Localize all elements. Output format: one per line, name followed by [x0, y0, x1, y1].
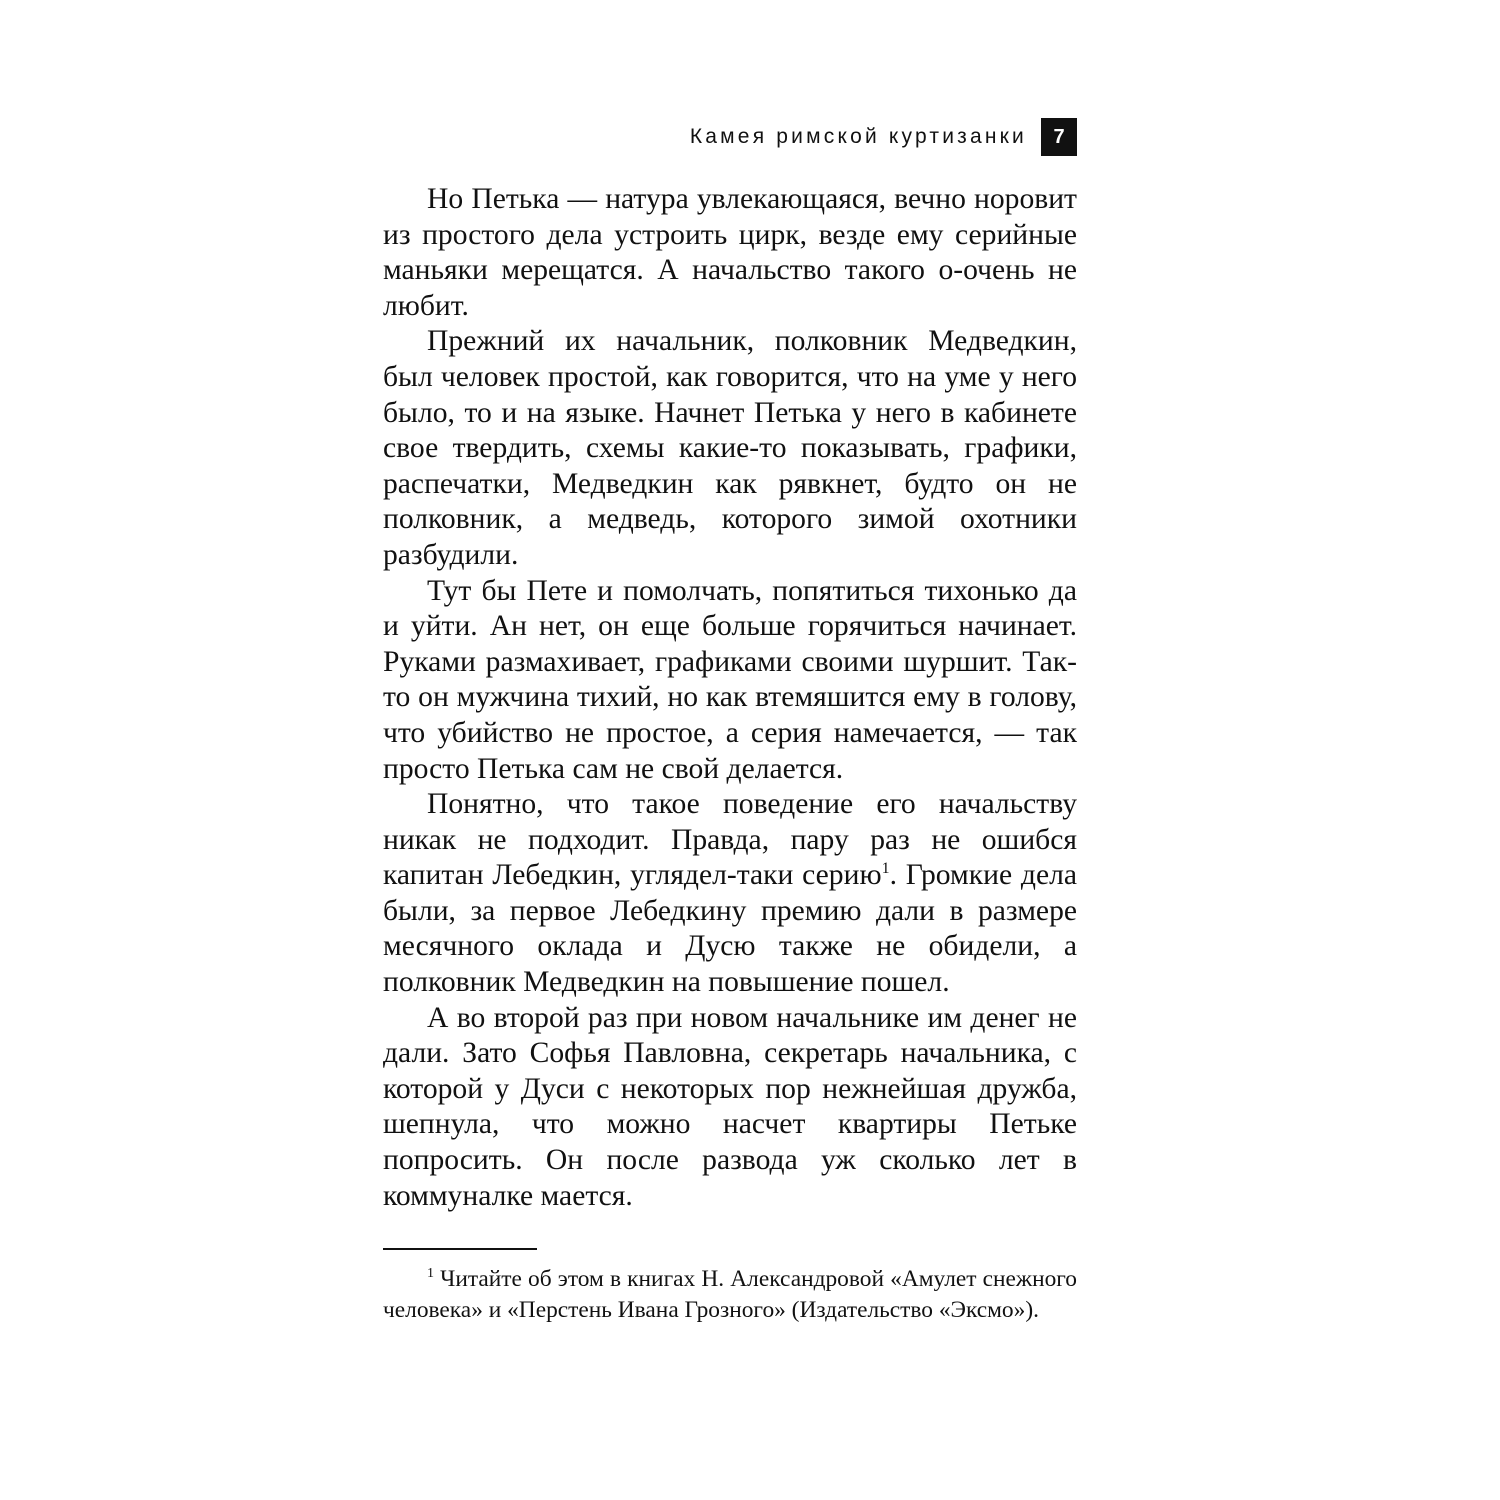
- footnote-marker: 1: [427, 1266, 434, 1281]
- footnote-text: Читайте об этом в книгах Н. Александровой «Амулет снежного человека» и «Перстень Ивана Грозного» (Издательство «Эксмо»).: [383, 1266, 1077, 1323]
- footnote-divider: [383, 1248, 537, 1250]
- paragraph-4-text-after: . Громкие дела были, за первое Лебедкину премию дали в размере месячного оклада и Дусю также не обидели, а полковник Медведкин на повышение пошел.: [383, 859, 1077, 999]
- paragraph-1: Но Петька — натура увлекающаяся, вечно норовит из простого дела устроить цирк, везде ему серийные маньяки мерещатся. А начальство такого о-очень не любит.: [383, 183, 1077, 322]
- paragraph-2: Прежний их начальник, полковник Медведкин, был человек простой, как говорится, что на уме у него было, то и на языке. Начнет Петька у него в кабинете свое твердить, схемы какие-то показывать, графики, распечатки, Медведкин как рявкнет, будто он не полковник, а медведь, которого зимой охотники разбудили.: [383, 325, 1077, 571]
- paragraph-5: А во второй раз при новом начальнике им денег не дали. Зато Софья Павловна, секретарь начальника, с которой у Дуси с некоторых пор нежнейшая дружба, шепнула, что можно насчет квартиры Петьке попросить. Он после развода уж сколько лет в коммуналке мается.: [383, 1001, 1077, 1212]
- paragraph-4-text-before: Понятно, что такое поведение его начальству никак не подходит. Правда, пару раз не ошибся капитан Лебедкин, углядел-таки серию: [383, 788, 1077, 892]
- body-text: [383, 182, 1077, 1214]
- paragraph-3: Тут бы Пете и помолчать, попятиться тихонько да и уйти. Ан нет, он еще больше горячиться начинает. Руками размахивает, графиками своими шуршит. Так-то он мужчина тихий, но как втемяшится ему в голову, что убийство не простое, а серия намечается, — так просто Петька сам не свой делается.: [383, 574, 1077, 785]
- book-page: [383, 0, 1077, 1500]
- paragraph-4: [383, 787, 1077, 1001]
- running-head: [690, 118, 1077, 156]
- page-number: 7: [1041, 118, 1077, 156]
- running-title: Камея римской куртизанки: [689, 125, 1027, 148]
- footnote: [383, 1264, 1077, 1326]
- footnote-reference[interactable]: 1: [881, 860, 890, 878]
